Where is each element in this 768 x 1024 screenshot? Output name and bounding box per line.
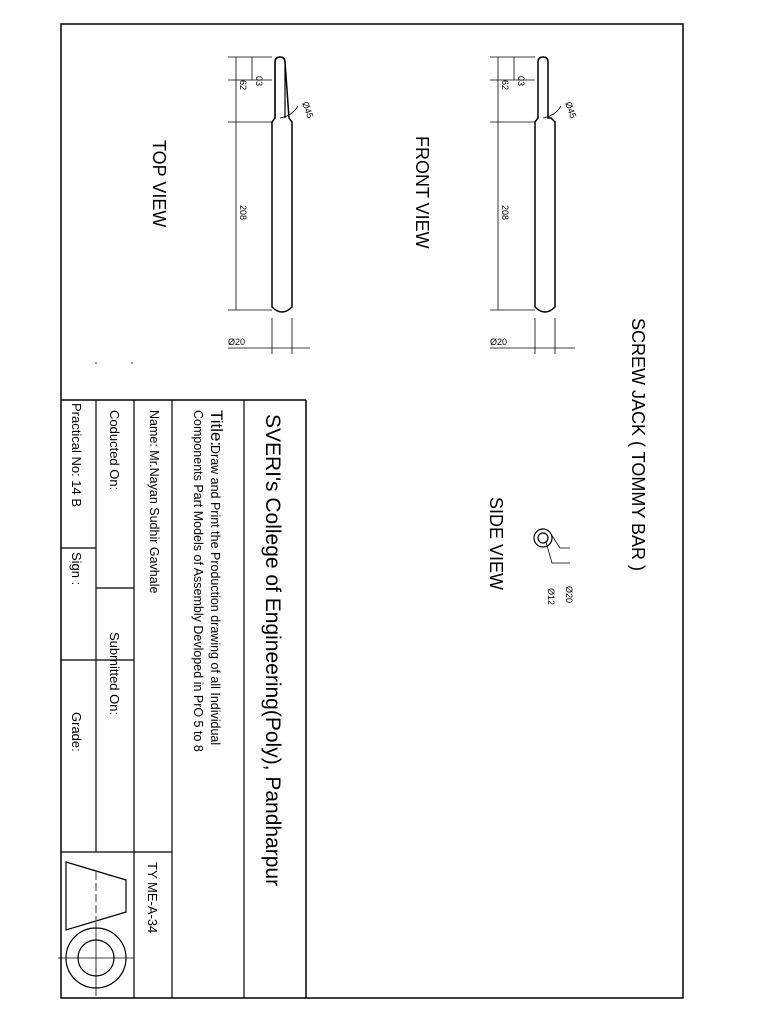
submitted-on-label: Submitted On:: [107, 632, 122, 716]
side-view-drawing: [534, 529, 570, 563]
college-name: SVERI's College of Engineering(Poly), Pandharpur: [261, 414, 284, 887]
practical-no-label: Practical No: 14 B: [69, 403, 84, 508]
title-text-line2: Components Part Models of Assembly Devloped in PrO 5 to 8: [191, 410, 205, 752]
top-view-label: TOP VIEW: [149, 140, 169, 228]
dim-62-front: 62: [500, 80, 510, 91]
title-text-line1: Draw and Print the Production drawing of all Individual: [208, 445, 222, 746]
side-view-label: SIDE VIEW: [486, 497, 506, 591]
dim-03-top: 03: [254, 76, 264, 87]
sign-label: Sign :: [69, 552, 84, 586]
dim-03-front: 03: [516, 76, 526, 87]
student-name: Name: Mr.Nayan Sudhir Gavhale: [147, 410, 161, 594]
conducted-on-label: Coducted On:: [107, 410, 122, 491]
side-dim-d20: Ø20: [564, 586, 574, 604]
projection-symbol: [58, 862, 134, 996]
front-view-label: FRONT VIEW: [412, 136, 432, 249]
grade-label: Grade:: [69, 712, 84, 752]
side-dim-d12: Ø12: [546, 588, 556, 606]
roll-number: TY ME-A-34: [145, 862, 160, 934]
title-label: Title:: [207, 410, 226, 447]
drawing-title: SCREW JACK ( TOMMY BAR ): [628, 318, 648, 572]
dim-208-front: 208: [500, 205, 510, 221]
dim-d45-top: Ø45: [300, 100, 316, 120]
dim-d20-front: Ø20: [490, 337, 508, 347]
dim-208-top: 208: [238, 205, 248, 221]
dim-d45-front: Ø45: [563, 100, 579, 120]
dim-62-top: 62: [238, 80, 248, 91]
dim-d20-top: Ø20: [228, 337, 246, 347]
